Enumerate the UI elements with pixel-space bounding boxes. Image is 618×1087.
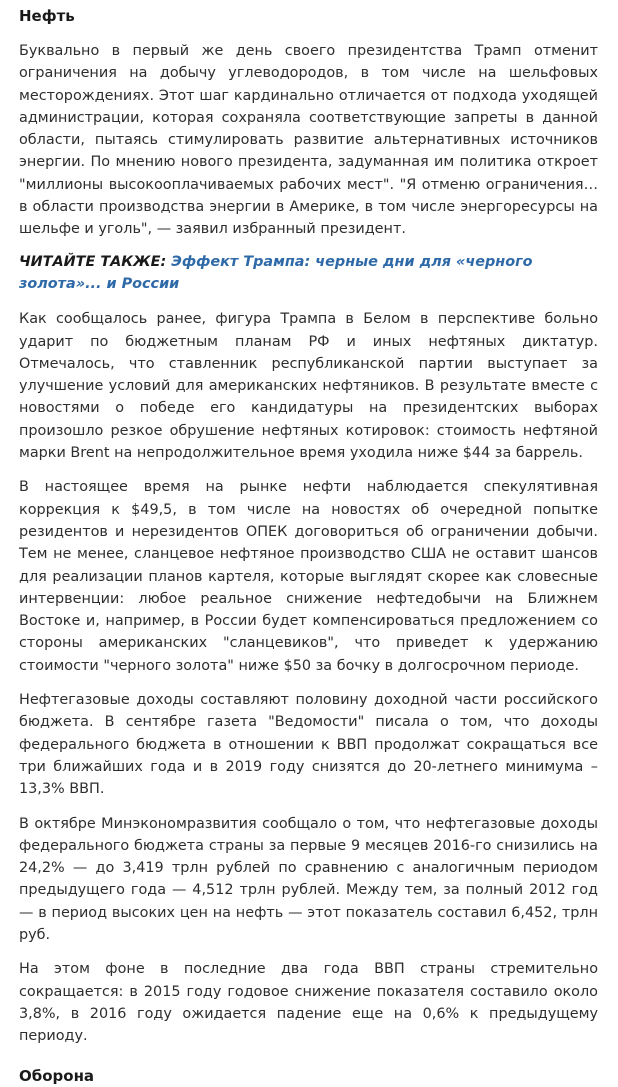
paragraph-5: В октябре Минэкономразвития сообщало о том, что нефтегазовые доходы федерального бюджета страны за первые 9 месяцев 2016-го снизились на 24,2% — до 3,419 трлн рублей по сравнению с аналогичным периодом предыдущего года — 4,512 трлн рублей. Между тем, за полный 2012 год — в период высоких цен на нефть — этот показатель составил 6,452, трлн руб. [19,815,598,943]
paragraph-1: Буквально в первый же день своего президентства Трамп отменит ограничения на добычу углеводородов, в том числе на шельфовых месторождениях. Этот шаг кардинально отличается от подхода уходящей администрации, которая сохраняла соответствующие запреты в данной области, пытаясь стимулировать развитие альтернативных источников энергии. По мнению нового президента, задуманная им политика откроет "миллионы высокооплачиваемых рабочих мест". "Я отменю ограничения… в области производства энергии в Америке, в том числе энергоресурсы на шельфе и уголь", — заявил избранный президент. [19,43,598,238]
section-heading-defense: Оборона [19,1067,95,1086]
section-heading-oil: Нефть [19,7,75,25]
read-also-label: ЧИТАЙТЕ ТАКЖЕ: [19,253,167,270]
read-also-link[interactable]: Эффект Трампа: черные дни для «черного золота»... и России [19,253,533,292]
paragraph-6: На этом фоне в последние два года ВВП страны стремительно сокращается: в 2015 году годовое снижение показателя составило около 3,8%, в 2016 году ожидается падение еще на 0,6% к предыдущему периоду. [19,961,598,1045]
paragraph-3: В настоящее время на рынке нефти наблюдается спекулятивная коррекция к $49,5, в том числе на новостях об очередной попытке резидентов и нерезидентов ОПЕК договориться об ограничении добычи. Тем не менее, сланцевое нефтяное производство США не оставит шансов для реализации планов картеля, которые выглядят скорее как словесные интервенции: любое реальное снижение нефтедобычи на Ближнем Востоке и, например, в России будет компенсироваться предложением со стороны американских "сланцевиков", что приведет к удержанию стоимости "черного золота" ниже $50 за бочку в долгосрочном периоде. [19,479,598,674]
paragraph-4: Нефтегазовые доходы составляют половину доходной части российского бюджета. В сентябре газета "Ведомости" писала о том, что доходы федерального бюджета в отношении к ВВП продолжат сокращаться все три ближайших года и в 2019 году снизятся до 20-летнего минимума – 13,3% ВВП. [19,692,598,798]
paragraph-2: Как сообщалось ранее, фигура Трампа в Белом в перспективе больно ударит по бюджетным планам РФ и иных нефтяных диктатур. Отмечалось, что ставленник республиканской партии выступает за улучшение условий для американских нефтяников. В результате вместе с новостями о победе его кандидатуры на президентских выборах произошло резкое обрушение нефтяных котировок: стоимость нефтяной марки Brent на непродолжительное время уходила ниже $44 за баррель. [19,311,598,462]
article-body [19,0,598,1087]
read-also-block [19,251,598,296]
